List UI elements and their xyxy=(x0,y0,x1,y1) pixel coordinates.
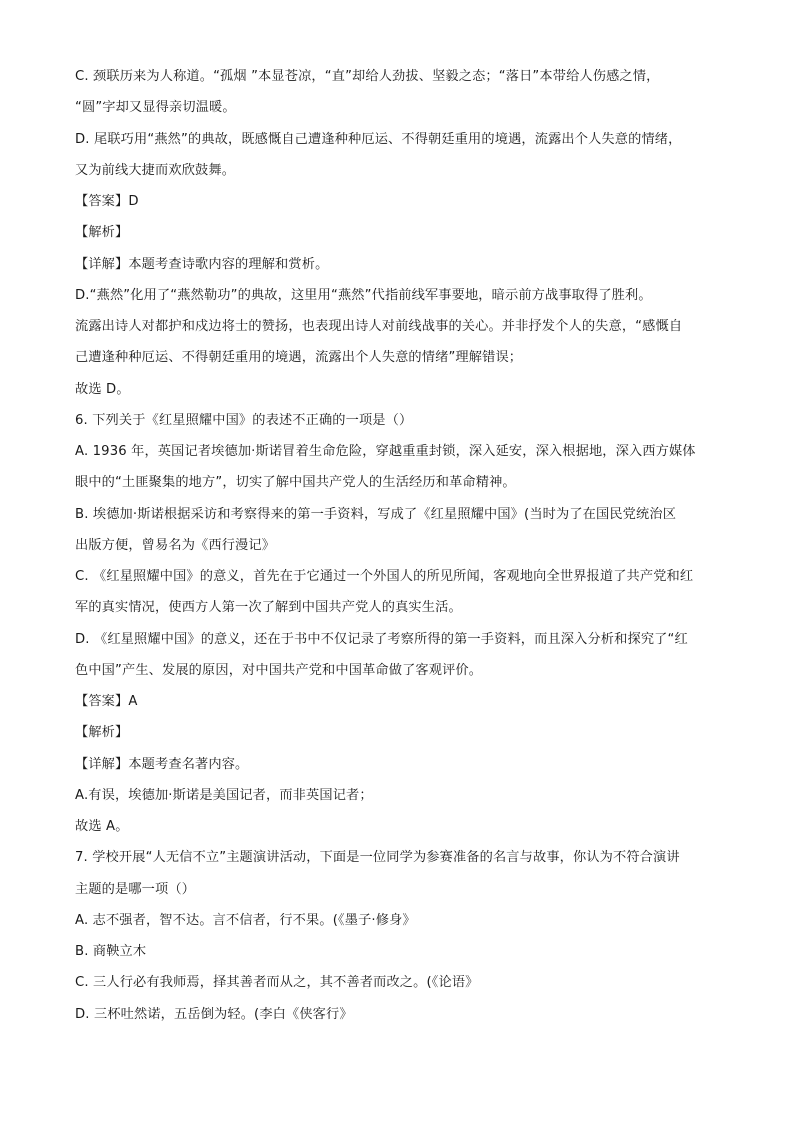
question-7-option-a: A. 志不强者，智不达。言不信者，行不果。(《墨子·修身》 xyxy=(75,913,416,928)
analysis-label-5: 【解析】 xyxy=(75,225,129,240)
question-7-stem-line-2: 主题的是哪一项（） xyxy=(75,882,196,897)
question-7-option-c: C. 三人行必有我师焉，择其善者而从之，其不善者而改之。(《论语》 xyxy=(75,975,479,990)
question-6-option-d-line-2: 色中国”产生、发展的原因，对中国共产党和中国革命做了客观评价。 xyxy=(75,663,483,678)
option-c-line-2: “圆”字却又显得亲切温暖。 xyxy=(75,100,236,115)
question-6-option-d-line-1: D. 《红星照耀中国》的意义，还在于书中不仅记录了考察所得的第一手资料，而且深入分析和探究了“红 xyxy=(75,632,688,647)
explanation-5-line-1: D.“燕然”化用了“燕然勒功”的典故，这里用“燕然”代指前线军事要地，暗示前方战事取得了胜利。 xyxy=(75,288,652,303)
option-d-line-2: 又为前线大捷而欢欣鼓舞。 xyxy=(75,163,236,178)
detail-label-6: 【详解】本题考查名著内容。 xyxy=(75,757,249,772)
question-6-stem: 6. 下列关于《红星照耀中国》的表述不正确的一项是（） xyxy=(75,413,413,428)
question-6-option-b-line-2: 出版方便，曾易名为《西行漫记》 xyxy=(75,538,276,553)
answer-label-5: 【答案】D xyxy=(75,194,139,209)
question-7-stem-line-1: 7. 学校开展“人无信不立”主题演讲活动，下面是一位同学为参赛准备的名言与故事，你认为不符合演讲 xyxy=(75,850,680,865)
option-d-line-1: D. 尾联巧用“燕然”的典故，既感慨自己遭逢种种厄运、不得朝廷重用的境遇，流露出个人失意的情绪， xyxy=(75,132,682,147)
conclusion-5: 故选 D。 xyxy=(75,382,130,397)
question-6-option-b-line-1: B. 埃德加·斯诺根据采访和考察得来的第一手资料，写成了《红星照耀中国》(当时为了在国民党统治区 xyxy=(75,507,677,522)
analysis-label-6: 【解析】 xyxy=(75,725,129,740)
explanation-5-line-3: 己遭逢种种厄运、不得朝廷重用的境遇，流露出个人失意的情绪”理解错误； xyxy=(75,350,523,365)
detail-label-5: 【详解】本题考查诗歌内容的理解和赏析。 xyxy=(75,257,329,272)
option-c-line-1: C. 颈联历来为人称道。“孤烟 ”本显苍凉，“直”却给人劲拔、坚毅之态；“落日”本带给人伤感之情， xyxy=(75,69,660,84)
question-7-option-b: B. 商鞅立木 xyxy=(75,944,147,959)
question-7-option-d: D. 三杯吐然诺，五岳倒为轻。(李白《侠客行》 xyxy=(75,1007,353,1022)
question-6-option-a-line-2: 眼中的“土匪聚集的地方”，切实了解中国共产党人的生活经历和革命精神。 xyxy=(75,475,516,490)
answer-label-6: 【答案】A xyxy=(75,694,138,709)
explanation-5-line-2: 流露出诗人对都护和戍边将士的赞扬，也表现出诗人对前线战事的关心。并非抒发个人的失意，“感慨自 xyxy=(75,319,683,334)
question-6-option-c-line-2: 军的真实情况，使西方人第一次了解到中国共产党人的真实生活。 xyxy=(75,600,462,615)
explanation-6: A.有误，埃德加·斯诺是美国记者，而非英国记者； xyxy=(75,788,373,803)
question-6-option-c-line-1: C. 《红星照耀中国》的意义，首先在于它通过一个外国人的所见所闻，客观地向全世界报道了共产党和红 xyxy=(75,569,694,584)
question-6-option-a-line-1: A. 1936 年，英国记者埃德加·斯诺冒着生命危险，穿越重重封锁，深入延安，深入根据地，深入西方媒体 xyxy=(75,444,696,459)
conclusion-6: 故选 A。 xyxy=(75,819,129,834)
